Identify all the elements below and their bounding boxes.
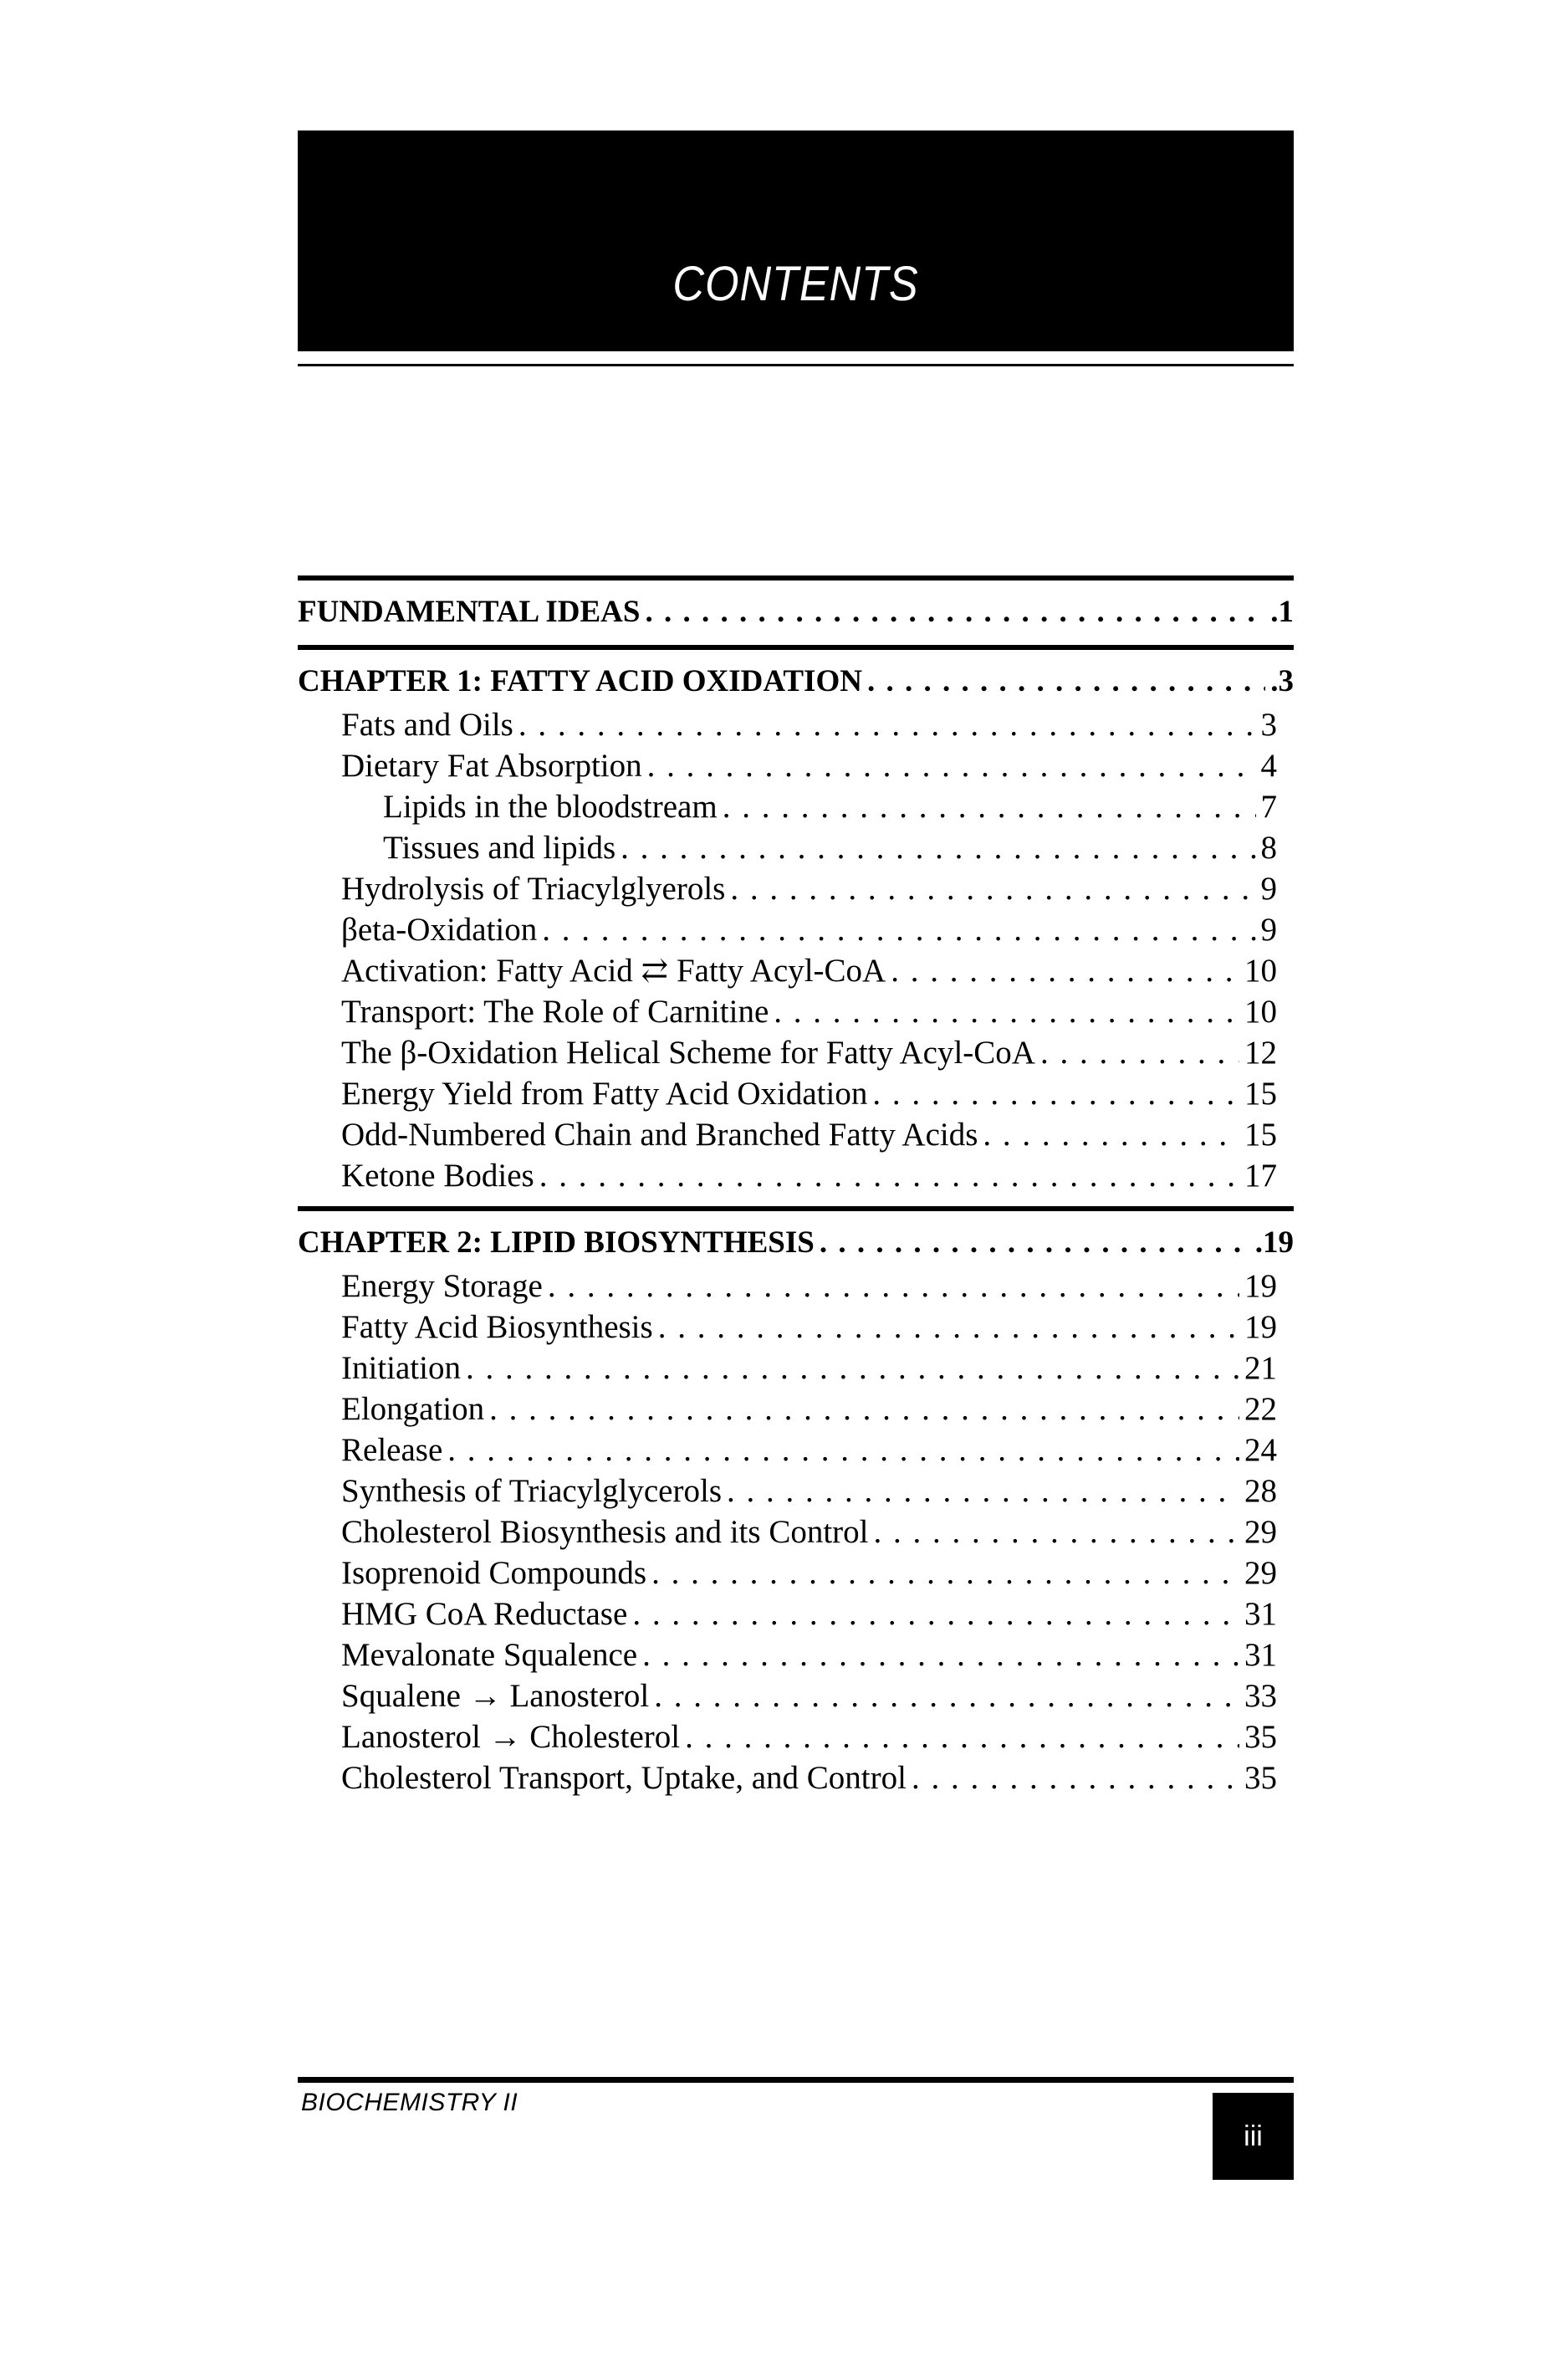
- toc-entry[interactable]: [298, 745, 1294, 786]
- page-number: iii: [1244, 2120, 1263, 2152]
- footer-book-title: BIOCHEMISTRY II: [301, 2089, 518, 2116]
- toc-entry-page: 7: [1260, 789, 1277, 825]
- dot-leader: [685, 1716, 1239, 1757]
- dot-leader: [874, 1511, 1240, 1552]
- dot-leader: [447, 1430, 1239, 1470]
- toc-entry-page: 29: [1244, 1514, 1277, 1550]
- toc-entry-title: Fatty Acid Biosynthesis: [341, 1309, 653, 1345]
- toc-entry-page: 9: [1260, 871, 1277, 907]
- toc-entry-title: Release: [341, 1432, 443, 1468]
- toc-entry-title: Dietary Fat Absorption: [341, 748, 642, 784]
- toc-entry-title: Ketone Bodies: [341, 1158, 534, 1194]
- toc-entry-title: Activation: Fatty Acid ⇄ Fatty Acyl-CoA: [341, 953, 886, 989]
- toc-entry-page: 33: [1244, 1678, 1277, 1714]
- toc-entry-title: Odd-Numbered Chain and Branched Fatty Acids: [341, 1117, 978, 1153]
- dot-leader: [642, 1634, 1239, 1675]
- toc-entry-title: Energy Yield from Fatty Acid Oxidation: [341, 1076, 868, 1112]
- toc-heading-page: .19: [1254, 1225, 1294, 1260]
- toc-heading-title: CHAPTER 1: FATTY ACID OXIDATION: [298, 664, 862, 698]
- toc-entry-page: 19: [1244, 1268, 1277, 1304]
- table-of-contents: [298, 575, 1294, 1798]
- toc-entry-page: 28: [1244, 1473, 1277, 1509]
- dot-leader: [654, 1675, 1239, 1716]
- toc-entry[interactable]: [298, 1552, 1294, 1593]
- dot-leader: [542, 909, 1255, 950]
- dot-leader: [645, 590, 1265, 635]
- dot-leader: [727, 1470, 1239, 1511]
- toc-entry[interactable]: [298, 1032, 1294, 1073]
- toc-entry-page: 19: [1244, 1309, 1277, 1345]
- toc-heading-title: CHAPTER 2: LIPID BIOSYNTHESIS: [298, 1225, 815, 1260]
- toc-entry-title: Hydrolysis of Triacylglyerols: [341, 871, 726, 907]
- dot-leader: [651, 1552, 1239, 1593]
- toc-entry[interactable]: [298, 1389, 1294, 1430]
- contents-header: [298, 130, 1294, 351]
- toc-entry[interactable]: [298, 909, 1294, 950]
- toc-entry-title: Isoprenoid Compounds: [341, 1555, 647, 1591]
- dot-leader: [1040, 1032, 1239, 1073]
- dot-leader: [891, 950, 1239, 991]
- toc-entry-title: HMG CoA Reductase: [341, 1596, 628, 1632]
- toc-heading-page: .3: [1270, 664, 1294, 698]
- toc-entry-title: Lipids in the bloodstream: [383, 789, 718, 825]
- toc-entry[interactable]: [298, 1634, 1294, 1675]
- dot-leader: [466, 1348, 1239, 1389]
- toc-heading-page: .1: [1270, 595, 1294, 629]
- dot-leader: [632, 1593, 1239, 1634]
- toc-entry-page: 10: [1244, 994, 1277, 1030]
- toc-entry[interactable]: [298, 1155, 1294, 1196]
- toc-entry-title: Fats and Oils: [341, 707, 513, 743]
- dot-leader: [518, 704, 1256, 745]
- toc-entry-title: Cholesterol Transport, Uptake, and Control: [341, 1760, 907, 1796]
- toc-entry[interactable]: [298, 704, 1294, 745]
- toc-entry-title: Lanosterol → Cholesterol: [341, 1719, 681, 1755]
- toc-entry[interactable]: [298, 1266, 1294, 1307]
- toc-entry-title: Transport: The Role of Carnitine: [341, 994, 769, 1030]
- toc-entry-page: 17: [1244, 1158, 1277, 1194]
- toc-entry-title: βeta-Oxidation: [341, 912, 538, 948]
- dot-leader: [912, 1757, 1239, 1798]
- dot-leader: [621, 827, 1255, 868]
- header-divider: [298, 364, 1294, 366]
- dot-leader: [872, 1073, 1239, 1114]
- toc-entry-page: 35: [1244, 1760, 1277, 1796]
- dot-leader: [730, 868, 1255, 909]
- toc-section-chapter-1: [298, 645, 1294, 1196]
- dot-leader: [647, 745, 1256, 786]
- toc-heading[interactable]: [298, 1220, 1294, 1266]
- toc-heading-title: FUNDAMENTAL IDEAS: [298, 595, 641, 629]
- toc-entry-page: 12: [1244, 1035, 1277, 1071]
- toc-entry[interactable]: [298, 1757, 1294, 1798]
- toc-entry-title: The β-Oxidation Helical Scheme for Fatty Acyl-CoA: [341, 1035, 1035, 1071]
- toc-entry-page: 31: [1244, 1596, 1277, 1632]
- toc-entry[interactable]: [298, 1675, 1294, 1716]
- toc-entry-title: Energy Storage: [341, 1268, 543, 1304]
- toc-entry-title: Synthesis of Triacylglycerols: [341, 1473, 722, 1509]
- toc-entry[interactable]: [298, 1307, 1294, 1348]
- toc-entry-title: Mevalonate Squalence: [341, 1637, 638, 1673]
- toc-entry-page: 15: [1244, 1076, 1277, 1112]
- dot-leader: [658, 1307, 1239, 1348]
- toc-entry[interactable]: [298, 786, 1294, 827]
- toc-entry[interactable]: [298, 1716, 1294, 1757]
- toc-entry-page: 4: [1260, 748, 1277, 784]
- toc-entry-title: Elongation: [341, 1391, 485, 1427]
- toc-entry[interactable]: [298, 1430, 1294, 1470]
- toc-entry[interactable]: [298, 950, 1294, 991]
- toc-entry-page: 10: [1244, 953, 1277, 989]
- toc-entry-page: 9: [1260, 912, 1277, 948]
- footer-divider: [298, 2077, 1294, 2083]
- toc-entry[interactable]: [298, 1470, 1294, 1511]
- toc-entry-page: 24: [1244, 1432, 1277, 1468]
- dot-leader: [820, 1220, 1250, 1266]
- toc-entry-page: 21: [1244, 1350, 1277, 1386]
- toc-entry-page: 8: [1260, 830, 1277, 866]
- toc-entry[interactable]: [298, 1348, 1294, 1389]
- toc-entry-title: Initiation: [341, 1350, 461, 1386]
- toc-entry-page: 35: [1244, 1719, 1277, 1755]
- toc-entry[interactable]: [298, 1073, 1294, 1114]
- toc-entry[interactable]: [298, 991, 1294, 1032]
- dot-leader: [723, 786, 1256, 827]
- toc-entry-title: Cholesterol Biosynthesis and its Control: [341, 1514, 869, 1550]
- toc-entry-page: 15: [1244, 1117, 1277, 1153]
- toc-entry-page: 31: [1244, 1637, 1277, 1673]
- toc-entry-page: 3: [1260, 707, 1277, 743]
- dot-leader: [983, 1114, 1239, 1155]
- toc-entry[interactable]: [298, 868, 1294, 909]
- dot-leader: [489, 1389, 1239, 1430]
- toc-section-fundamentals: [298, 575, 1294, 635]
- toc-entry-title: Squalene → Lanosterol: [341, 1678, 650, 1714]
- toc-entry-page: 22: [1244, 1391, 1277, 1427]
- toc-section-chapter-2: [298, 1206, 1294, 1798]
- toc-heading[interactable]: [298, 590, 1294, 635]
- dot-leader: [548, 1266, 1239, 1307]
- page-number-badge: [1213, 2093, 1294, 2180]
- toc-heading[interactable]: [298, 659, 1294, 704]
- toc-entry-page: 29: [1244, 1555, 1277, 1591]
- toc-entry-title: Tissues and lipids: [383, 830, 616, 866]
- toc-entry[interactable]: [298, 1511, 1294, 1552]
- dot-leader: [867, 659, 1265, 704]
- toc-entry[interactable]: [298, 1114, 1294, 1155]
- toc-entry[interactable]: [298, 1593, 1294, 1634]
- dot-leader: [774, 991, 1239, 1032]
- toc-entry[interactable]: [298, 827, 1294, 868]
- dot-leader: [539, 1155, 1239, 1196]
- page-title: CONTENTS: [672, 257, 919, 311]
